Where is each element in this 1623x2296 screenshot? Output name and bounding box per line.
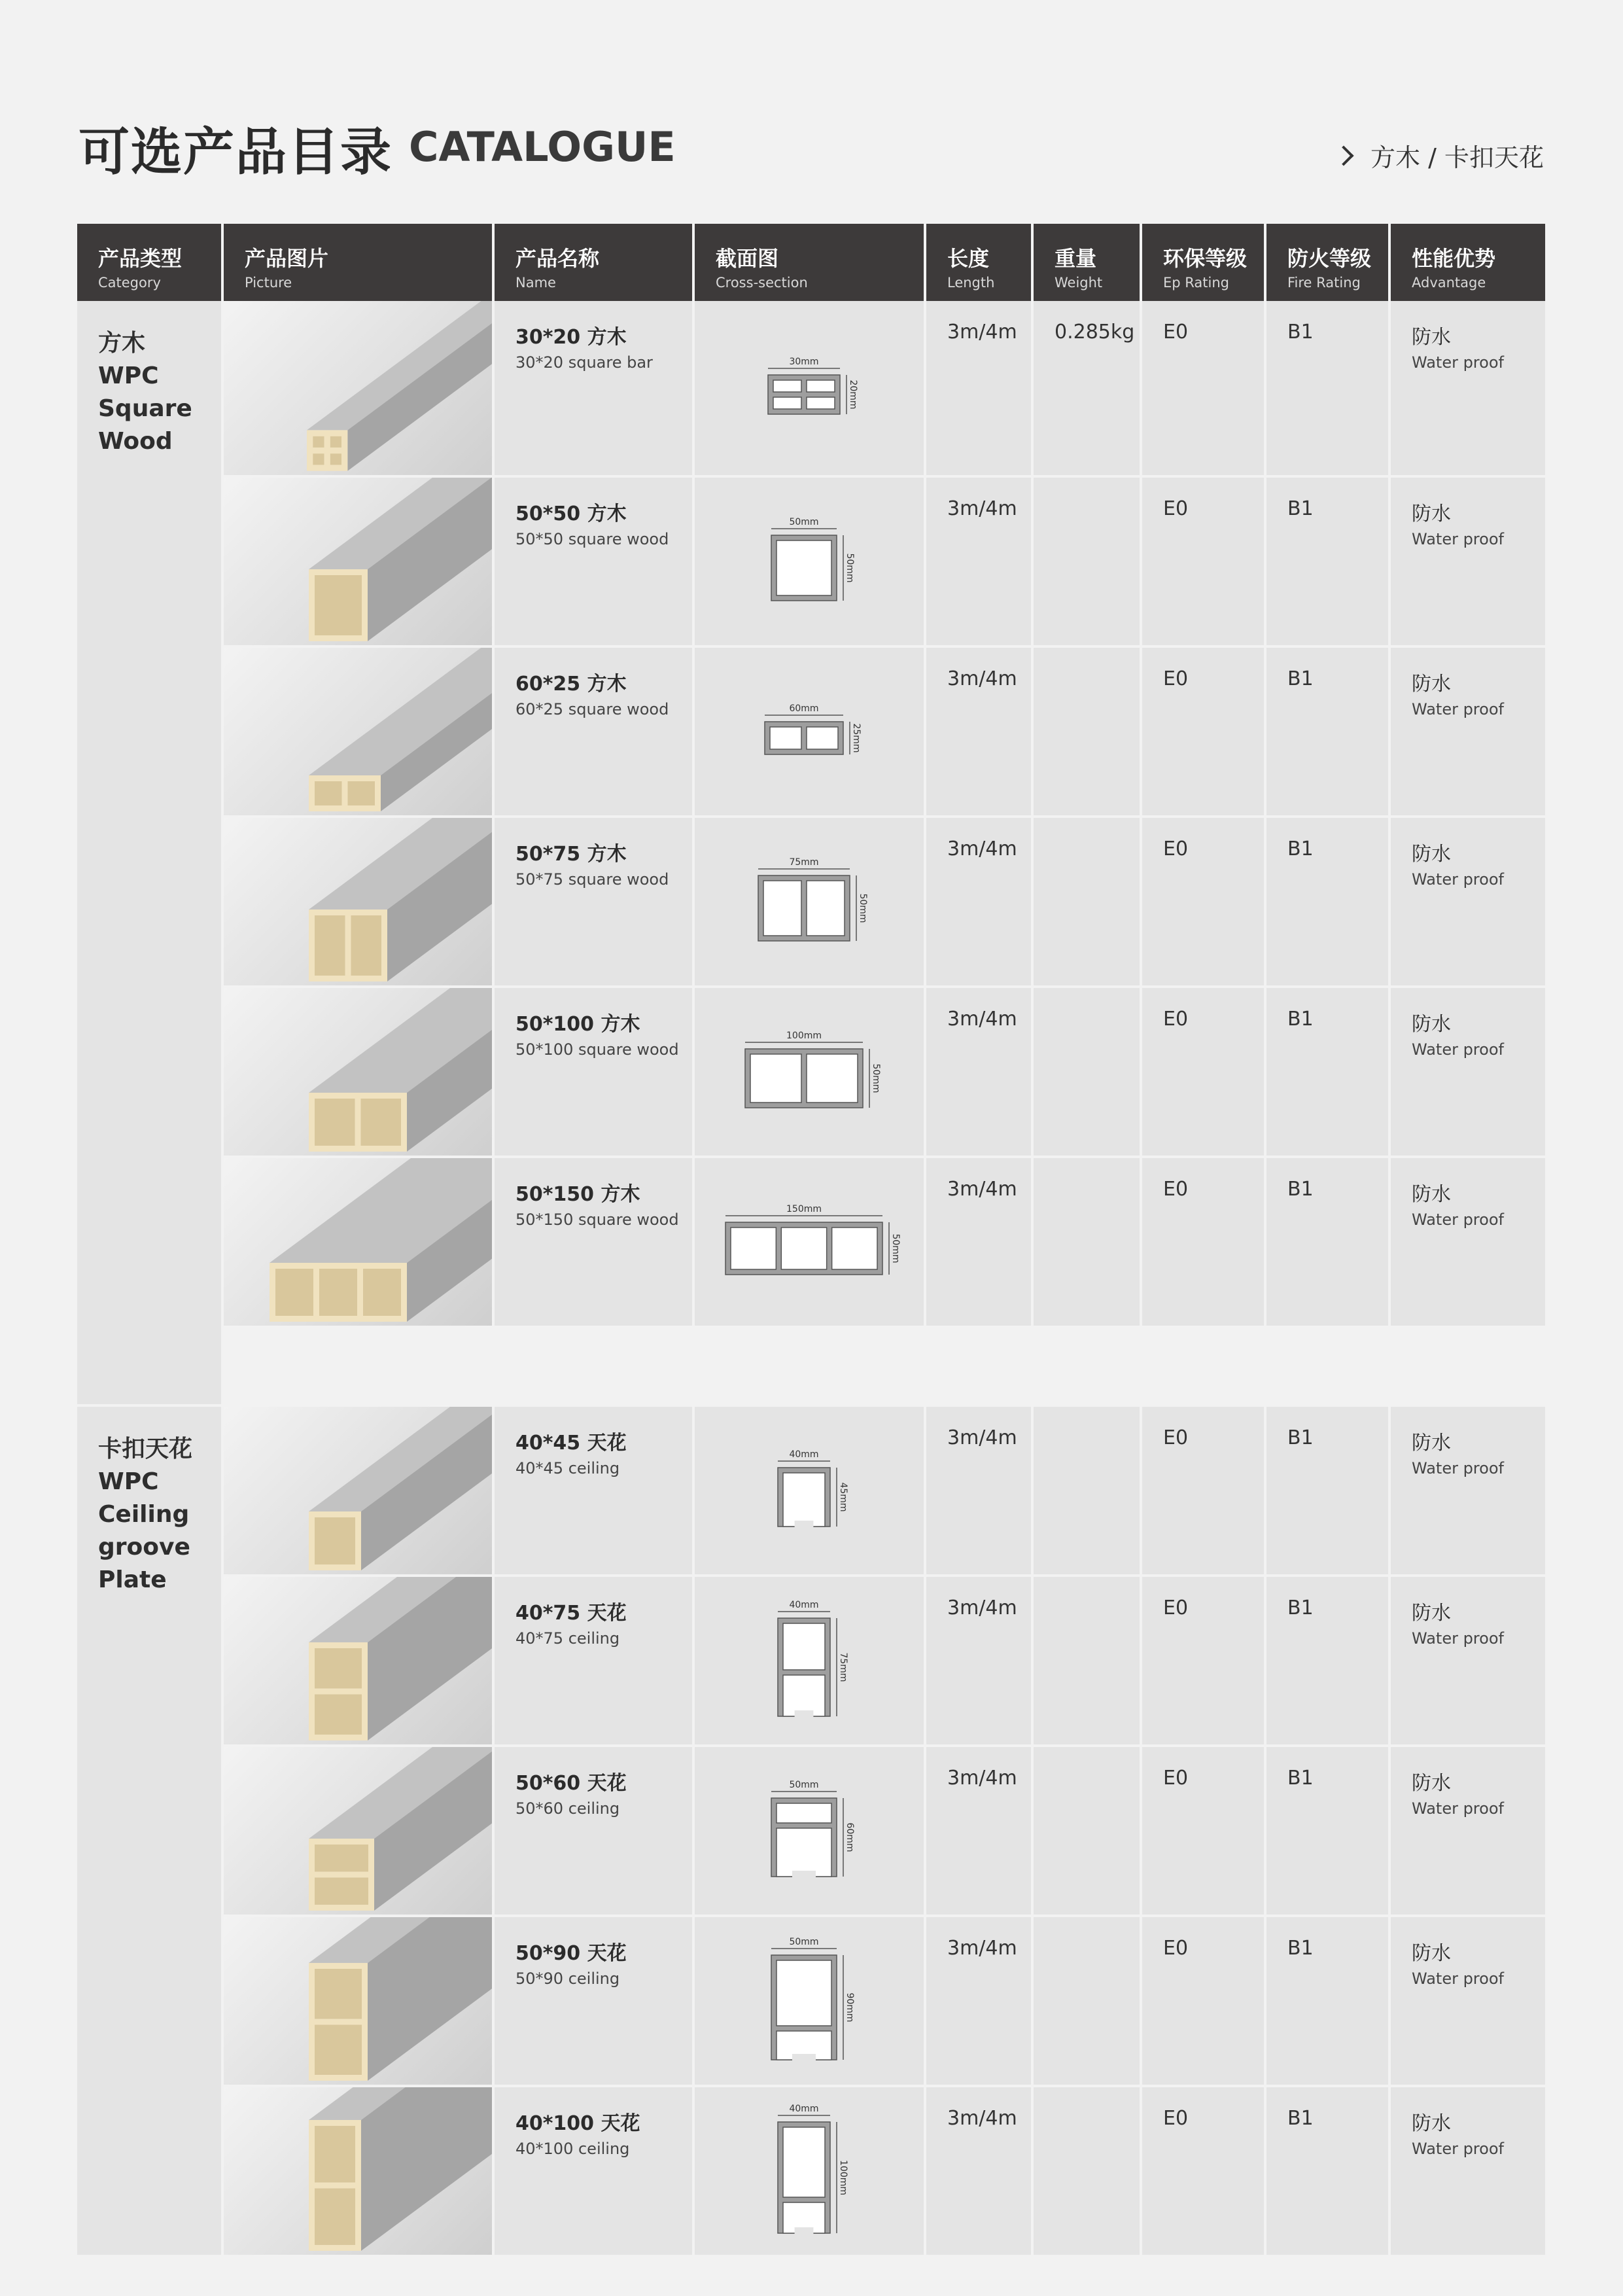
ep-rating-cell: E0: [1142, 1158, 1264, 1326]
cross-section-diagram: [695, 648, 924, 815]
advantage-cell: 防水 Water proof: [1391, 478, 1545, 645]
cross-width-label: 75mm: [789, 857, 819, 868]
cross-section-diagram: [695, 478, 924, 645]
cross-height-label: 100mm: [838, 2160, 848, 2195]
page-title-cn: 可选产品目录: [79, 123, 393, 182]
table-row: [77, 1158, 1545, 1326]
col-advantage: 性能优势 Advantage: [1388, 224, 1545, 301]
col-picture: 产品图片 Picture: [221, 224, 492, 301]
product-picture: [224, 1917, 492, 2085]
cross-height-label: 20mm: [848, 380, 858, 410]
advantage-cell: 防水 Water proof: [1391, 1917, 1545, 2085]
length-cell: 3m/4m: [926, 2087, 1031, 2255]
table-row: [77, 1407, 1545, 1574]
fire-rating-cell: B1: [1266, 648, 1388, 815]
advantage-cell: 防水 Water proof: [1391, 2087, 1545, 2255]
length-cell: 3m/4m: [926, 988, 1031, 1156]
fire-rating-cell: B1: [1266, 1407, 1388, 1574]
advantage-cell: 防水 Water proof: [1391, 648, 1545, 815]
cross-height-label: 50mm: [858, 893, 868, 923]
product-name-cn: 50*60 天花: [515, 1772, 627, 1795]
advantage-cell: 防水 Water proof: [1391, 1407, 1545, 1574]
product-name-cn: 50*50 方木: [515, 503, 627, 525]
cross-width-label: 50mm: [789, 1937, 819, 1947]
cross-section-diagram: [695, 988, 924, 1156]
cross-section-diagram: [695, 1747, 924, 1915]
product-name-en: 50*100 square wood: [515, 1040, 679, 1059]
cross-height-label: 75mm: [838, 1652, 848, 1682]
table-row: [77, 301, 1545, 475]
product-name-en: 30*20 square bar: [515, 353, 653, 372]
ep-rating-cell: E0: [1142, 648, 1264, 815]
length-cell: 3m/4m: [926, 1917, 1031, 2085]
fire-rating-cell: B1: [1266, 478, 1388, 645]
weight-cell: [1034, 648, 1140, 815]
weight-cell: [1034, 2087, 1140, 2255]
weight-cell: [1034, 818, 1140, 985]
cross-width-label: 50mm: [789, 517, 819, 527]
cross-width-label: 100mm: [786, 1031, 822, 1041]
product-name-cn: 50*90 天花: [515, 1942, 627, 1965]
length-cell: 3m/4m: [926, 818, 1031, 985]
weight-cell: [1034, 478, 1140, 645]
product-name-en: 50*150 square wood: [515, 1210, 679, 1229]
table-row: [77, 478, 1545, 645]
fire-rating-cell: B1: [1266, 2087, 1388, 2255]
product-picture: [224, 818, 492, 985]
ep-rating-cell: E0: [1142, 818, 1264, 985]
chevron-right-icon: [1333, 145, 1353, 166]
col-name: 产品名称 Name: [492, 224, 692, 301]
ep-rating-cell: E0: [1142, 2087, 1264, 2255]
product-name-cn: 40*45 天花: [515, 1432, 627, 1455]
page-header: [79, 111, 1544, 183]
product-name-cn: 50*75 方木: [515, 843, 627, 866]
product-picture: [224, 2087, 492, 2255]
table-row: [77, 1917, 1545, 2085]
product-name-en: 40*45 ceiling: [515, 1459, 620, 1477]
fire-rating-cell: B1: [1266, 1577, 1388, 1744]
fire-rating-cell: B1: [1266, 1158, 1388, 1326]
advantage-cell: 防水 Water proof: [1391, 1577, 1545, 1744]
fire-rating-cell: B1: [1266, 301, 1388, 475]
table-row: [77, 2087, 1545, 2255]
table-row: [77, 1577, 1545, 1744]
product-name-cell: [495, 1158, 692, 1326]
cross-section-diagram: [695, 1407, 924, 1574]
product-name-cell: [495, 301, 692, 475]
cross-height-label: 60mm: [845, 1822, 855, 1852]
col-fire-rating: 防火等级 Fire Rating: [1264, 224, 1388, 301]
ep-rating-cell: E0: [1142, 1747, 1264, 1915]
length-cell: 3m/4m: [926, 1577, 1031, 1744]
ep-rating-cell: E0: [1142, 1917, 1264, 2085]
table-row: [77, 818, 1545, 985]
page-title-en: CATALOGUE: [409, 123, 676, 171]
fire-rating-cell: B1: [1266, 1747, 1388, 1915]
product-picture: [224, 1577, 492, 1744]
col-ep-rating: 环保等级 Ep Rating: [1140, 224, 1264, 301]
cross-height-label: 50mm: [890, 1233, 901, 1263]
breadcrumb[interactable]: [1336, 137, 1544, 173]
product-name-cell: [495, 1407, 692, 1574]
breadcrumb-label: 方木 / 卡扣天花: [1370, 143, 1544, 172]
length-cell: 3m/4m: [926, 1407, 1031, 1574]
category-square-wood: 方木 WPC Square Wood: [77, 301, 221, 1404]
cross-section-diagram: [695, 301, 924, 475]
product-name-cell: [495, 1917, 692, 2085]
length-cell: 3m/4m: [926, 1747, 1031, 1915]
product-picture: [224, 648, 492, 815]
cross-width-label: 60mm: [789, 703, 819, 714]
col-category: 产品类型 Category: [98, 246, 183, 291]
advantage-cell: 防水 Water proof: [1391, 1158, 1545, 1326]
cross-width-label: 40mm: [789, 1600, 819, 1610]
product-name-cell: [495, 1577, 692, 1744]
weight-cell: [1034, 1747, 1140, 1915]
fire-rating-cell: B1: [1266, 988, 1388, 1156]
cross-height-label: 25mm: [851, 723, 862, 753]
weight-cell: [1034, 1917, 1140, 2085]
cross-width-label: 150mm: [786, 1204, 822, 1214]
ep-rating-cell: E0: [1142, 988, 1264, 1156]
table-row: [77, 988, 1545, 1156]
product-picture: [224, 478, 492, 645]
cross-section-diagram: [695, 1577, 924, 1744]
weight-cell: [1034, 988, 1140, 1156]
product-picture: [224, 1158, 492, 1326]
cross-section-diagram: [695, 1917, 924, 2085]
product-name-en: 50*50 square wood: [515, 530, 669, 548]
advantage-cell: 防水 Water proof: [1391, 818, 1545, 985]
weight-cell: 0.285kg: [1034, 301, 1140, 475]
table-row: [77, 648, 1545, 815]
product-name-en: 40*75 ceiling: [515, 1629, 620, 1648]
product-name-cn: 50*150 方木: [515, 1183, 640, 1206]
cross-width-label: 40mm: [789, 1449, 819, 1460]
product-name-en: 50*75 square wood: [515, 870, 669, 889]
cross-section-diagram: [695, 818, 924, 985]
ep-rating-cell: E0: [1142, 1407, 1264, 1574]
catalogue-table: [77, 224, 1545, 2195]
product-name-en: 40*100 ceiling: [515, 2140, 630, 2158]
advantage-cell: 防水 Water proof: [1391, 301, 1545, 475]
length-cell: 3m/4m: [926, 301, 1031, 475]
cross-height-label: 90mm: [845, 1992, 855, 2022]
product-picture: [224, 1407, 492, 1574]
cross-height-label: 50mm: [845, 553, 855, 583]
cross-section-diagram: [695, 1158, 924, 1326]
cross-height-label: 50mm: [871, 1063, 881, 1093]
cross-section-diagram: [695, 2087, 924, 2255]
product-picture: [224, 1747, 492, 1915]
cross-width-label: 30mm: [789, 357, 819, 367]
product-name-cn: 30*20 方木: [515, 326, 627, 349]
col-weight: 重量 Weight: [1031, 224, 1140, 301]
fire-rating-cell: B1: [1266, 818, 1388, 985]
advantage-cell: 防水 Water proof: [1391, 988, 1545, 1156]
product-name-cell: [495, 648, 692, 815]
fire-rating-cell: B1: [1266, 1917, 1388, 2085]
table-row: [77, 1747, 1545, 1915]
product-name-cn: 40*100 天花: [515, 2112, 640, 2135]
product-name-cell: [495, 988, 692, 1156]
weight-cell: [1034, 1577, 1140, 1744]
cross-width-label: 40mm: [789, 2104, 819, 2114]
weight-cell: [1034, 1407, 1140, 1574]
col-length: 长度 Length: [924, 224, 1031, 301]
product-name-cell: [495, 818, 692, 985]
ep-rating-cell: E0: [1142, 1577, 1264, 1744]
product-picture: [224, 988, 492, 1156]
weight-cell: [1034, 1158, 1140, 1326]
advantage-cell: 防水 Water proof: [1391, 1747, 1545, 1915]
product-name-cn: 40*75 天花: [515, 1602, 627, 1625]
table-header: [77, 224, 1545, 301]
cross-width-label: 50mm: [789, 1780, 819, 1790]
product-name-cell: [495, 1747, 692, 1915]
cross-height-label: 45mm: [838, 1482, 848, 1512]
col-cross-section: 截面图 Cross-section: [692, 224, 924, 301]
length-cell: 3m/4m: [926, 648, 1031, 815]
ep-rating-cell: E0: [1142, 478, 1264, 645]
product-name-en: 50*90 ceiling: [515, 1969, 620, 1988]
length-cell: 3m/4m: [926, 478, 1031, 645]
product-name-cell: [495, 2087, 692, 2255]
product-picture: [224, 301, 492, 475]
category-ceiling-plate: 卡扣天花 WPC Ceiling groove Plate: [77, 1407, 221, 2255]
product-name-en: 50*60 ceiling: [515, 1799, 620, 1818]
product-name-cn: 50*100 方木: [515, 1013, 640, 1036]
product-name-cell: [495, 478, 692, 645]
product-name-cn: 60*25 方木: [515, 673, 627, 696]
length-cell: 3m/4m: [926, 1158, 1031, 1326]
ep-rating-cell: E0: [1142, 301, 1264, 475]
product-name-en: 60*25 square wood: [515, 700, 669, 718]
